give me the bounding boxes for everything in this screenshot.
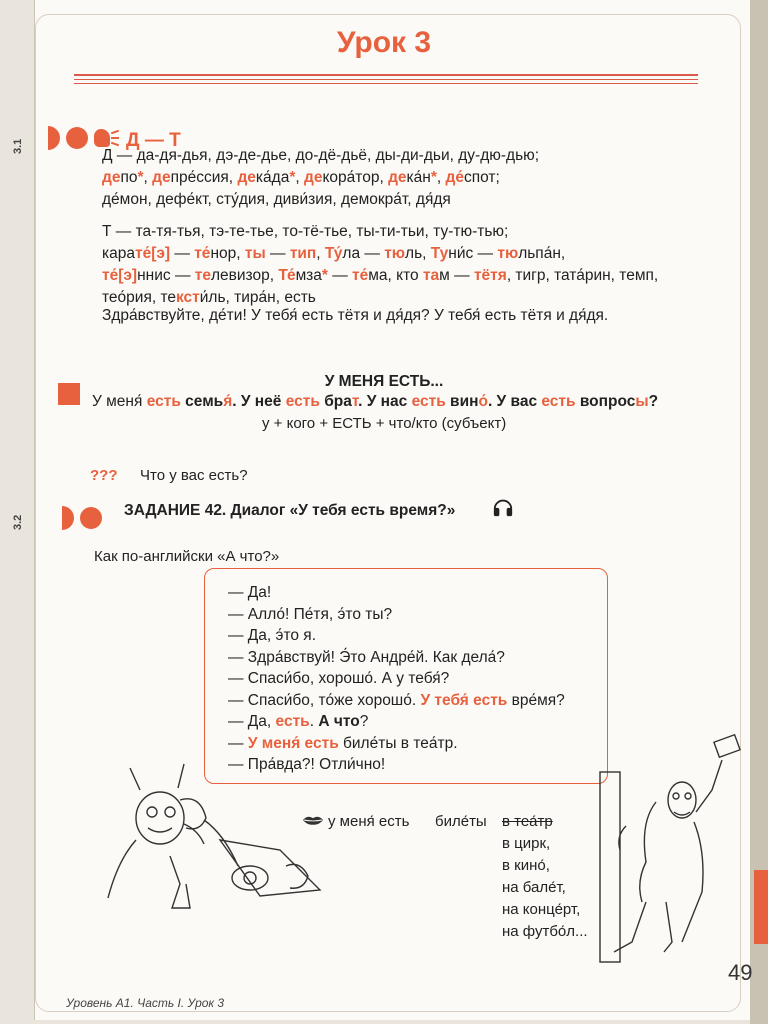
- grammar-fragment: вопрос: [575, 393, 636, 410]
- dialog-fragment: А что: [318, 713, 360, 730]
- grammar-heading: У МЕНЯ ЕСТЬ...: [324, 373, 444, 390]
- phonetic-fragment: Ту́: [324, 245, 343, 262]
- section-heading-d-t: Д — Т: [126, 130, 181, 151]
- dialog-fragment: .: [309, 713, 319, 730]
- phonetic-fragment: тётя: [473, 267, 507, 284]
- grammar-fragment: У меня́: [92, 393, 147, 410]
- phonetic-fragment: ,: [436, 169, 446, 186]
- grammar-fragment: ы: [635, 393, 649, 410]
- grammar-fragment: есть: [285, 393, 320, 410]
- phonetic-fragment: де́: [445, 169, 464, 186]
- phonetic-fragment: кст: [176, 289, 200, 306]
- grammar-fragment: т: [351, 393, 359, 410]
- grammar-fragment: есть: [146, 393, 181, 410]
- phonetic-fragment: нор,: [210, 245, 245, 262]
- chapter-tab[interactable]: [754, 870, 768, 944]
- greeting-sentence: Здра́вствуйте, де́ти! У тебя́ есть тётя и дя́дя? У тебя́ есть тётя и дя́дя.: [102, 307, 609, 324]
- phonetic-fragment: льпа́н,: [518, 245, 566, 262]
- phonetic-fragment: мза: [295, 267, 322, 284]
- phonetic-fragment: та: [422, 267, 440, 284]
- phonetic-fragment: тю: [384, 245, 406, 262]
- phonetic-fragment: де: [237, 169, 256, 186]
- phonetic-fragment: Те́: [278, 267, 296, 284]
- phonetic-fragment: левизор,: [210, 267, 279, 284]
- phonetic-fragment: *: [430, 169, 437, 186]
- headphones-icon[interactable]: [492, 496, 514, 518]
- play-circle-icon[interactable]: [66, 127, 88, 149]
- phonetic-fragment: де: [388, 169, 407, 186]
- phonetic-fragment: *: [321, 267, 328, 284]
- ticket-place: в цирк,: [502, 835, 551, 852]
- audio-half-circle-icon[interactable]: [48, 126, 60, 150]
- page-title: Урок 3: [336, 26, 432, 59]
- ticket-place: на бале́т,: [502, 879, 566, 896]
- phonetic-line-d1: Д — да-дя-дья, дэ-де-дье, до-дё-дьё, ды-ди-дьи, ду-дю-дью;: [102, 147, 540, 164]
- grammar-fragment: вин: [445, 393, 479, 410]
- page-number: 49: [728, 960, 753, 985]
- phonetic-fragment: ль,: [405, 245, 431, 262]
- phonetic-fragment: Ту: [430, 245, 449, 262]
- grammar-fragment: есть: [541, 393, 576, 410]
- phonetic-fragment: пре́ссия,: [170, 169, 238, 186]
- dialog-fragment: — Спаси́бо, хорошо́. А у тебя́?: [228, 670, 450, 687]
- phonetic-fragment: ла —: [342, 245, 385, 262]
- audio-half-circle-icon[interactable]: [62, 506, 74, 530]
- phonetic-fragment: и́ль, тира́н, есть: [199, 289, 316, 306]
- dialog-fragment: — Пра́вда?! Отли́чно!: [228, 756, 386, 773]
- phonetic-fragment: тип: [289, 245, 317, 262]
- dialog-line: [228, 713, 368, 731]
- dialog-line: [228, 735, 458, 753]
- phonetic-fragment: *: [289, 169, 296, 186]
- phonetic-fragment: те: [194, 267, 211, 284]
- title-rule: [74, 79, 698, 80]
- title-rule: [74, 83, 698, 84]
- phonetic-fragment: тю: [497, 245, 519, 262]
- phonetic-line-t3: [102, 266, 658, 286]
- dialog-fragment: биле́ты в теа́тр.: [338, 734, 458, 752]
- phonetic-fragment: ка́да: [255, 169, 290, 186]
- section-marker-3-2: 3.2: [12, 514, 24, 530]
- tickets-lead: у меня́ есть: [328, 813, 410, 830]
- dialog-fragment: —: [228, 734, 248, 752]
- phonetic-fragment: спот;: [464, 169, 500, 186]
- dialog-line: [228, 670, 449, 688]
- phonetic-fragment: те́: [352, 267, 369, 284]
- ticket-place: в теа́тр: [502, 813, 553, 830]
- grammar-formula: у + кого + ЕСТЬ + что/кто (субъект): [262, 415, 507, 432]
- phonetic-fragment: тео́рия, те: [102, 289, 176, 306]
- phonetic-fragment: ннис —: [137, 267, 195, 284]
- dialog-line: [228, 584, 271, 602]
- play-circle-icon[interactable]: [80, 507, 102, 529]
- grammar-fragment: . У вас: [487, 393, 542, 410]
- dialog-fragment: вре́мя?: [507, 691, 565, 709]
- grammar-fragment: . У нас: [358, 393, 412, 410]
- grammar-example: [92, 393, 658, 411]
- dialog-fragment: — Алло́! Пе́тя, э́то ты?: [228, 605, 393, 623]
- phonetic-fragment: те́[э]: [102, 267, 138, 284]
- dialog-fragment: — Да, э́то я.: [228, 627, 316, 644]
- grammar-fragment: о́: [478, 393, 488, 410]
- phonetic-fragment: ,: [143, 169, 153, 186]
- title-rule: [74, 74, 698, 76]
- phonetic-fragment: те́[э]: [134, 245, 171, 262]
- dialog-fragment: — Да!: [228, 584, 272, 601]
- phonetic-fragment: те́: [194, 245, 211, 262]
- phonetic-fragment: ни́с —: [448, 245, 498, 262]
- dialog-line: [228, 649, 505, 667]
- phonetic-fragment: ты: [244, 245, 266, 262]
- phonetic-fragment: ма, кто: [368, 267, 423, 284]
- dialog-fragment: ?: [359, 713, 369, 730]
- dialog-fragment: — Здра́вствуй! Э́то Андре́й. Как дела́?: [228, 648, 505, 666]
- phonetic-fragment: де: [304, 169, 323, 186]
- dialog-line: [228, 692, 565, 710]
- phonetic-fragment: , тигр, тата́рин, темп,: [506, 267, 659, 284]
- phonetic-fragment: кара: [102, 245, 135, 262]
- tickets-word: биле́ты: [435, 813, 487, 830]
- phonetic-fragment: де: [102, 169, 121, 186]
- boy-on-phone-illustration: [100, 760, 340, 920]
- phonetic-fragment: —: [265, 245, 290, 262]
- question-text: Что у вас есть?: [140, 467, 248, 484]
- task-title: ЗАДАНИЕ 42. Диалог «У тебя есть время?»: [124, 502, 456, 519]
- phonetic-fragment: ,: [295, 169, 304, 186]
- ticket-place: на футбо́л...: [502, 923, 588, 940]
- phonetic-fragment: по: [120, 169, 138, 186]
- phonetic-fragment: *: [137, 169, 144, 186]
- grammar-fragment: . У неё: [232, 393, 286, 410]
- dialog-fragment: У меня́ есть: [247, 734, 339, 752]
- dialog-fragment: — Да,: [228, 713, 276, 730]
- phonetic-line-d2: [102, 168, 500, 188]
- phonetic-line-d3: де́мон, дефе́кт, сту́дия, диви́зия, демокра́т, дя́дя: [102, 191, 451, 208]
- grammar-fragment: бра: [319, 393, 352, 410]
- how-english-prompt: Как по-английски «А что?»: [94, 548, 280, 565]
- grammar-fragment: есть: [411, 393, 446, 410]
- phonetic-fragment: ка́н: [406, 169, 431, 186]
- phonetic-fragment: ,: [316, 245, 325, 262]
- phonetic-fragment: де: [152, 169, 171, 186]
- dialog-line: [228, 606, 392, 624]
- ticket-place: в кино́,: [502, 857, 550, 874]
- question-marks: ???: [90, 467, 118, 484]
- phonetic-fragment: —: [327, 267, 353, 284]
- man-with-tickets-illustration: [596, 732, 746, 968]
- grammar-fragment: ?: [648, 393, 659, 410]
- grammar-fragment: я́: [223, 393, 233, 410]
- phonetic-fragment: —: [170, 245, 195, 262]
- phonetic-fragment: кора́тор,: [322, 169, 389, 186]
- phonetic-line-t1: Т — та-тя-тья, тэ-те-тье, то-тё-тье, ты-ти-тьи, ту-тю-тью;: [102, 223, 509, 240]
- lips-icon: [302, 814, 324, 826]
- phonetic-line-t4: [102, 288, 316, 308]
- dialog-fragment: есть: [275, 713, 310, 730]
- phonetic-fragment: м —: [439, 267, 474, 284]
- ticket-place: на конце́рт,: [502, 901, 581, 918]
- phonetic-line-t2: [102, 244, 565, 264]
- section-marker-3-1: 3.1: [12, 138, 24, 154]
- dialog-line: [228, 627, 316, 645]
- task-audio-controls: [62, 506, 102, 530]
- dialog-fragment: У тебя́ есть: [420, 691, 508, 709]
- page-footer: Уровень А1. Часть I. Урок 3: [66, 996, 225, 1010]
- grammar-fragment: семь: [180, 393, 224, 410]
- dialog-fragment: — Спаси́бо, то́же хорошо́.: [228, 691, 421, 709]
